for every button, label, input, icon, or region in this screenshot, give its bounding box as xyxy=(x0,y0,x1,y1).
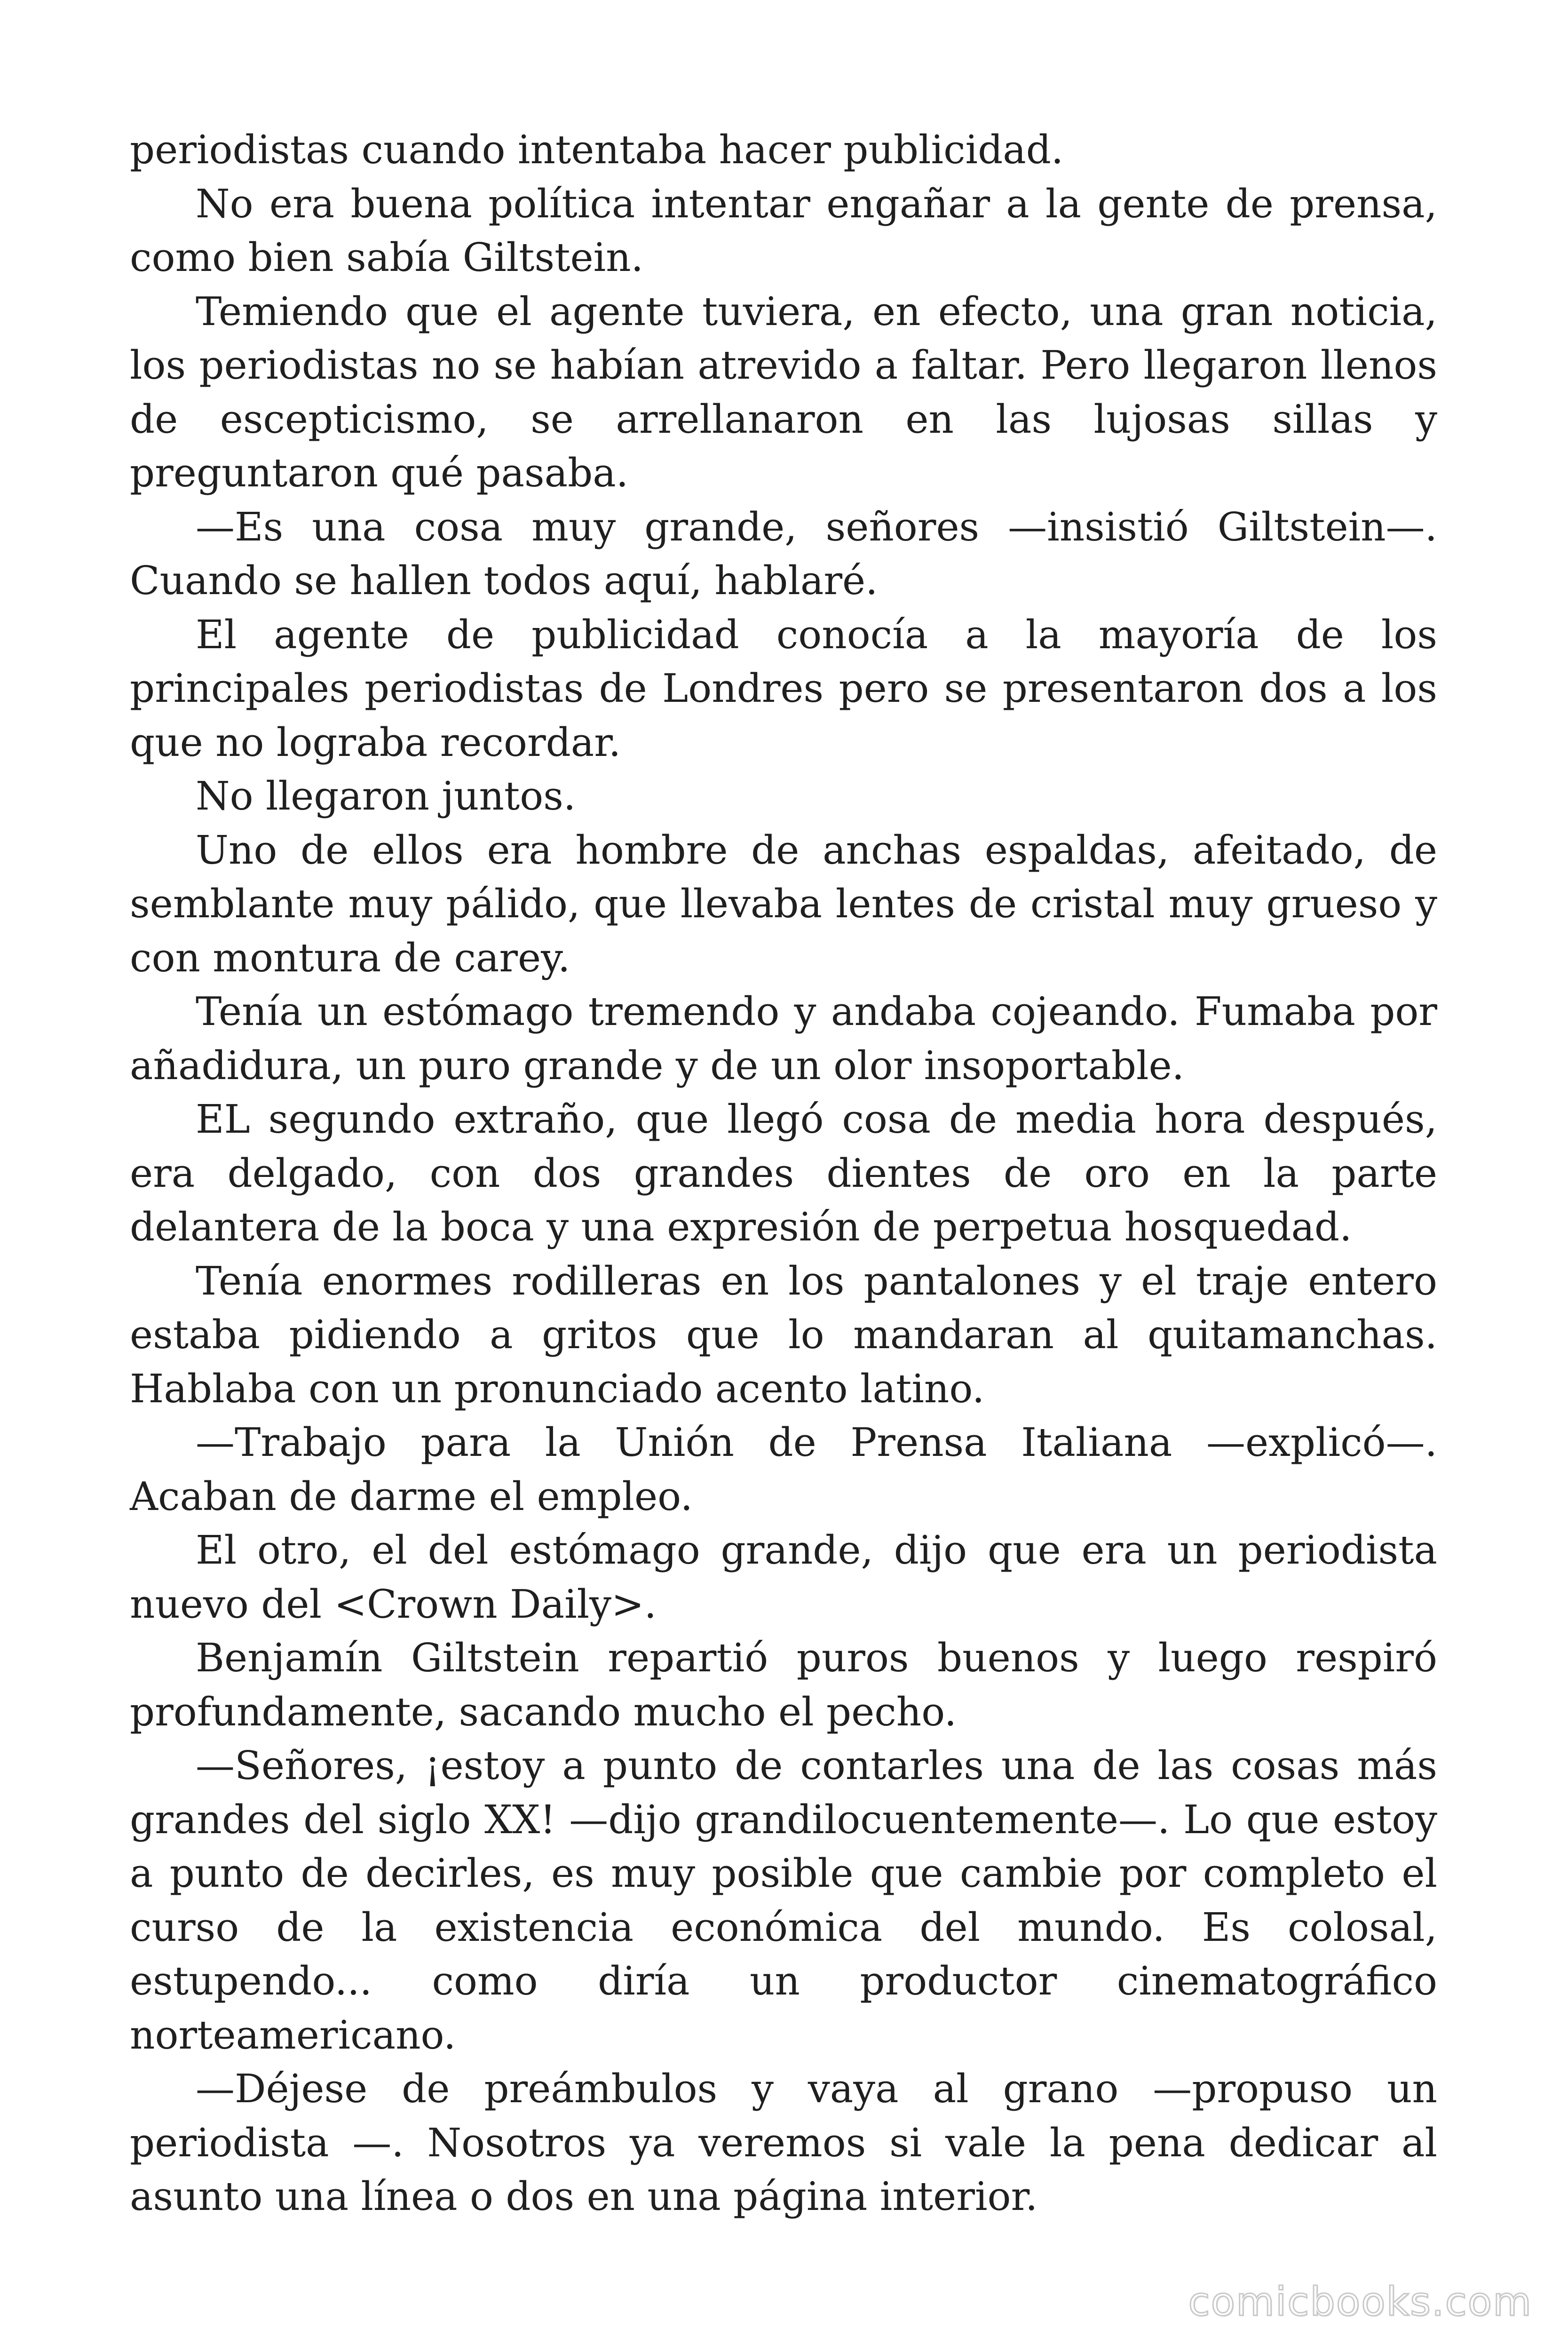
paragraph: Temiendo que el agente tuviera, en efecto, una gran noticia, los periodistas no se habían atrevido a faltar. Pero llegaron llenos de escepticismo, se arrellanaron en las lujosas sillas y preguntaron qué pasaba. xyxy=(130,288,1437,496)
paragraph: —Déjese de preámbulos y vaya al grano —propuso un periodista —. Nosotros ya veremos si vale la pena dedicar al asunto una línea o dos en una página interior. xyxy=(130,2066,1437,2219)
paragraph: Tenía enormes rodilleras en los pantalones y el traje entero estaba pidiendo a gritos que lo mandaran al quitamanchas. Hablaba con un pronunciado acento latino. xyxy=(130,1258,1437,1412)
paragraph: El agente de publicidad conocía a la mayoría de los principales periodistas de Londres pero se presentaron dos a los que no lograba recordar. xyxy=(130,612,1437,765)
paragraph: Uno de ellos era hombre de anchas espaldas, afeitado, de semblante muy pálido, que llevaba lentes de cristal muy grueso y con montura de carey. xyxy=(130,827,1437,981)
paragraph: periodistas cuando intentaba hacer publicidad. xyxy=(130,127,1064,173)
body-text xyxy=(130,123,1437,2224)
paragraph: —Es una cosa muy grande, señores —insistió Giltstein—. Cuando se hallen todos aquí, hablaré. xyxy=(130,504,1437,604)
paragraph: Tenía un estómago tremendo y andaba cojeando. Fumaba por añadidura, un puro grande y de un olor insoportable. xyxy=(130,989,1437,1089)
paragraph: —Señores, ¡estoy a punto de contarles una de las cosas más grandes del siglo XX! —dijo grandilocuentemente—. Lo que estoy a punto de decirles, es muy posible que cambie por completo el curso de la existencia económica del mundo. Es colosal, estupendo... como diría un productor cinematográfico norteamericano. xyxy=(130,1743,1437,2058)
paragraph: No era buena política intentar engañar a la gente de prensa, como bien sabía Giltstein. xyxy=(130,181,1437,280)
paragraph: El otro, el del estómago grande, dijo que era un periodista nuevo del <Crown Daily>. xyxy=(130,1527,1437,1627)
paragraph: No llegaron juntos. xyxy=(196,773,576,819)
paragraph: —Trabajo para la Unión de Prensa Italiana —explicó—. Acaban de darme el empleo. xyxy=(130,1420,1437,1519)
paragraph: EL segundo extraño, que llegó cosa de media hora después, era delgado, con dos grandes dientes de oro en la parte delantera de la boca y una expresión de perpetua hosquedad. xyxy=(130,1097,1437,1250)
watermark: comicbooks.com xyxy=(1188,2279,1532,2325)
paragraph: Benjamín Giltstein repartió puros buenos y luego respiró profundamente, sacando mucho el pecho. xyxy=(130,1635,1437,1735)
